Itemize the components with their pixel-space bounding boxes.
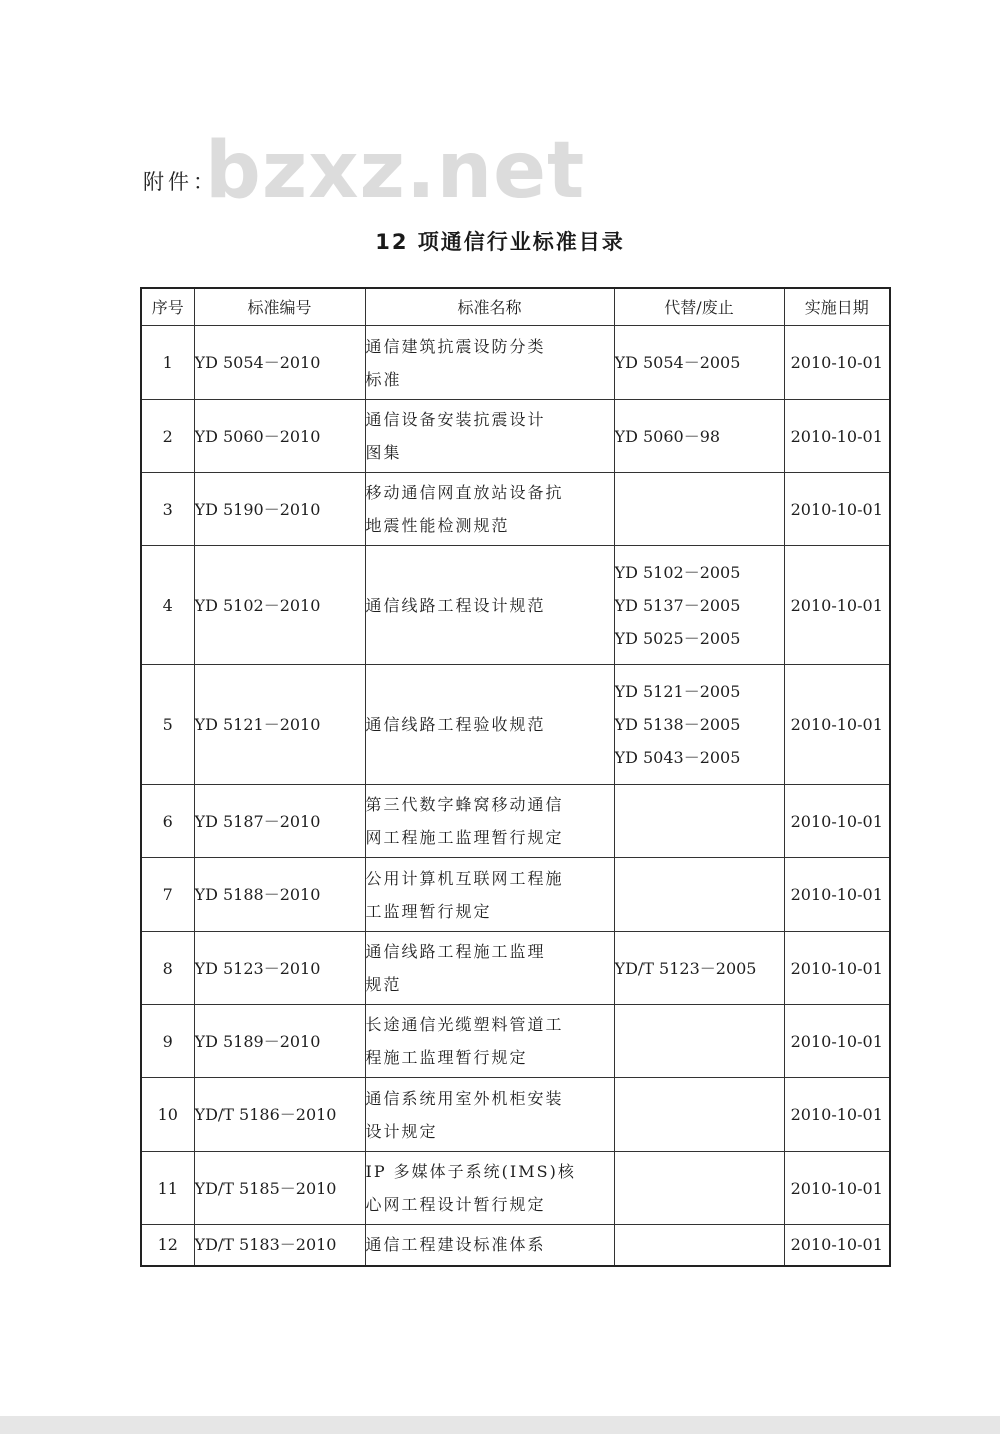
replaces-cell: [614, 473, 784, 546]
name-line: 心网工程设计暂行规定: [365, 1195, 546, 1214]
code-cell: YD 5121－2010: [194, 665, 365, 785]
seq-cell: 3: [141, 473, 194, 546]
header-code: 标准编号: [194, 288, 365, 326]
date-cell: 2010-10-01: [784, 665, 890, 785]
date-cell: 2010-10-01: [784, 1225, 890, 1266]
name-line: 通信线路工程施工监理: [365, 942, 546, 961]
table-row: [141, 932, 890, 1005]
name-cell: [365, 932, 614, 1005]
document-title: 12 项通信行业标准目录: [375, 230, 625, 254]
table-row: [141, 546, 890, 665]
name-cell: [365, 400, 614, 473]
name-line: 网工程施工监理暂行规定: [365, 828, 564, 847]
seq-cell: 1: [141, 326, 194, 400]
name-line: 图集: [365, 443, 402, 462]
name-line: 通信工程建设标准体系: [365, 1235, 546, 1255]
replaces-line: YD 5121－2005: [614, 682, 741, 701]
replaces-line: YD 5060－98: [614, 426, 721, 446]
code-cell: YD 5187－2010: [194, 785, 365, 858]
name-line: 长途通信光缆塑料管道工: [365, 1015, 564, 1034]
code-cell: YD/T 5185－2010: [194, 1152, 365, 1225]
name-line: 第三代数字蜂窝移动通信: [365, 795, 564, 814]
table-row: [141, 326, 890, 400]
replaces-line: YD 5102－2005: [614, 562, 741, 582]
replaces-cell: [614, 546, 784, 665]
name-cell: [365, 1078, 614, 1152]
date-cell: 2010-10-01: [784, 932, 890, 1005]
seq-cell: 7: [141, 858, 194, 932]
seq-cell: 8: [141, 932, 194, 1005]
name-cell: [365, 1005, 614, 1078]
table-row: [141, 1225, 890, 1266]
header-row: [141, 288, 890, 326]
replaces-cell: [614, 858, 784, 932]
code-cell: YD 5054－2010: [194, 326, 365, 400]
code-cell: YD 5190－2010: [194, 473, 365, 546]
code-cell: YD/T 5186－2010: [194, 1078, 365, 1152]
replaces-cell: [614, 1078, 784, 1152]
attachment-label: 附件：: [143, 170, 218, 194]
seq-cell: 10: [141, 1078, 194, 1152]
date-cell: 2010-10-01: [784, 473, 890, 546]
name-cell: [365, 326, 614, 400]
header-replaces: 代替/废止: [614, 288, 784, 326]
table-row: [141, 473, 890, 546]
replaces-line: YD 5043－2005: [614, 748, 741, 767]
name-line: 地震性能检测规范: [365, 516, 510, 535]
replaces-cell: [614, 785, 784, 858]
name-cell: [365, 665, 614, 785]
date-cell: 2010-10-01: [784, 1078, 890, 1152]
code-cell: YD 5188－2010: [194, 858, 365, 932]
replaces-cell: [614, 932, 784, 1005]
name-line: 通信设备安装抗震设计: [365, 410, 546, 429]
code-cell: YD 5189－2010: [194, 1005, 365, 1078]
watermark: bzxz.net: [205, 126, 586, 216]
header-name: 标准名称: [365, 288, 614, 326]
header-date: 实施日期: [784, 288, 890, 326]
name-cell: [365, 546, 614, 665]
seq-cell: 12: [141, 1225, 194, 1266]
seq-cell: 4: [141, 546, 194, 665]
table-body: [141, 326, 890, 1266]
code-cell: YD/T 5183－2010: [194, 1225, 365, 1266]
name-line: 移动通信网直放站设备抗: [365, 483, 564, 502]
date-cell: 2010-10-01: [784, 1152, 890, 1225]
table-row: [141, 858, 890, 932]
replaces-cell: [614, 665, 784, 785]
replaces-line: YD 5137－2005: [614, 595, 741, 615]
bottom-strip: [0, 1416, 1000, 1434]
date-cell: 2010-10-01: [784, 546, 890, 665]
name-cell: [365, 785, 614, 858]
replaces-line: YD 5025－2005: [614, 628, 741, 648]
standards-table: [140, 287, 891, 1267]
replaces-line: YD/T 5123－2005: [614, 958, 757, 978]
replaces-cell: [614, 400, 784, 473]
name-cell: [365, 858, 614, 932]
code-cell: YD 5123－2010: [194, 932, 365, 1005]
replaces-line: YD 5054－2005: [614, 353, 741, 372]
table-row: [141, 665, 890, 785]
date-cell: 2010-10-01: [784, 785, 890, 858]
name-line: 规范: [365, 975, 402, 994]
name-cell: [365, 1152, 614, 1225]
table-row: [141, 1005, 890, 1078]
header-seq: 序号: [141, 288, 194, 326]
name-line: 工监理暂行规定: [365, 901, 492, 921]
name-line: 通信系统用室外机柜安装: [365, 1088, 564, 1108]
seq-cell: 6: [141, 785, 194, 858]
table-row: [141, 1078, 890, 1152]
table-row: [141, 1152, 890, 1225]
seq-cell: 5: [141, 665, 194, 785]
code-cell: YD 5102－2010: [194, 546, 365, 665]
table-row: [141, 785, 890, 858]
name-line: 通信线路工程设计规范: [365, 595, 546, 615]
name-cell: [365, 1225, 614, 1266]
date-cell: 2010-10-01: [784, 858, 890, 932]
name-line: 公用计算机互联网工程施: [365, 868, 564, 888]
replaces-cell: [614, 1152, 784, 1225]
name-line: 通信线路工程验收规范: [365, 715, 546, 734]
name-cell: [365, 473, 614, 546]
code-cell: YD 5060－2010: [194, 400, 365, 473]
seq-cell: 9: [141, 1005, 194, 1078]
name-line: 标准: [365, 369, 402, 389]
date-cell: 2010-10-01: [784, 326, 890, 400]
seq-cell: 2: [141, 400, 194, 473]
table-row: [141, 400, 890, 473]
replaces-cell: [614, 1005, 784, 1078]
seq-cell: 11: [141, 1152, 194, 1225]
replaces-cell: [614, 1225, 784, 1266]
name-line: 通信建筑抗震设防分类: [365, 336, 546, 356]
date-cell: 2010-10-01: [784, 400, 890, 473]
name-line: 程施工监理暂行规定: [365, 1048, 528, 1067]
replaces-cell: [614, 326, 784, 400]
name-line: 设计规定: [365, 1121, 438, 1141]
replaces-line: YD 5138－2005: [614, 715, 741, 734]
date-cell: 2010-10-01: [784, 1005, 890, 1078]
name-line: IP 多媒体子系统(IMS)核: [365, 1162, 576, 1181]
